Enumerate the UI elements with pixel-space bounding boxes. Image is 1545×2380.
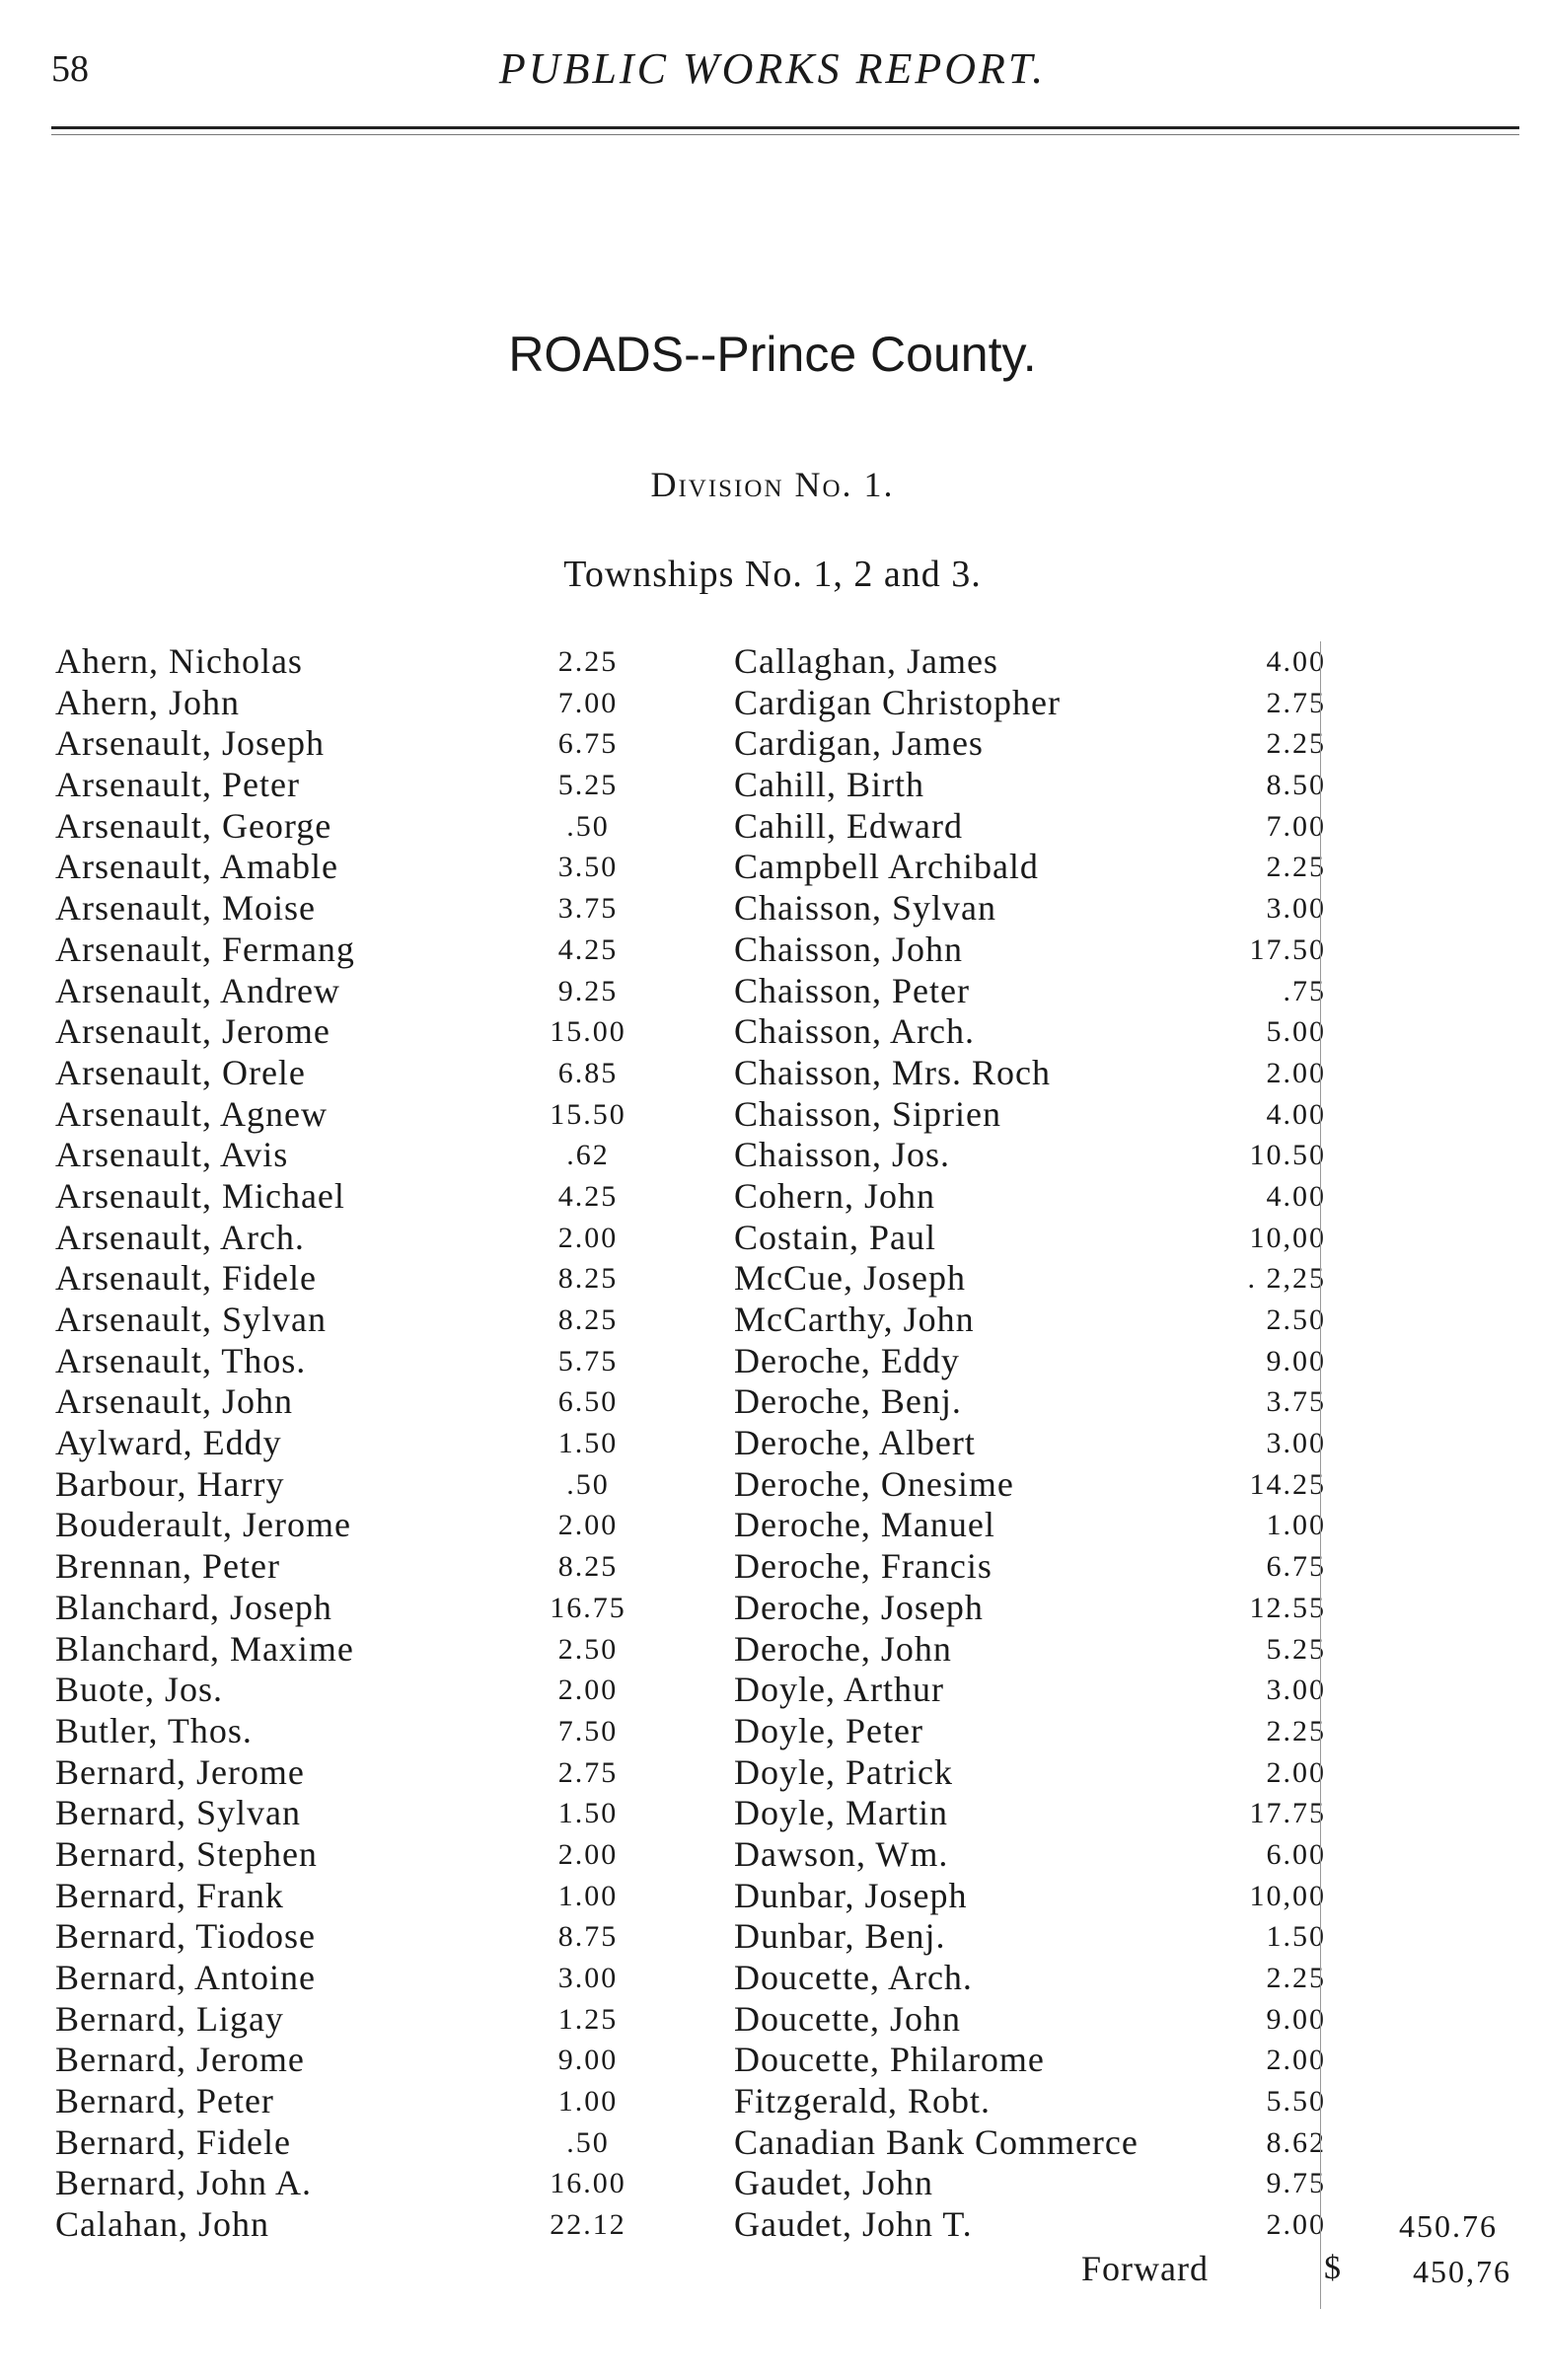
ledger-entry xyxy=(734,765,1326,806)
entry-amount: 7.50 xyxy=(557,1714,619,1748)
ledger-entry xyxy=(734,2163,1326,2204)
entry-name: Gaudet, John xyxy=(734,2163,933,2203)
ledger-entry xyxy=(55,1218,647,1259)
entry-name: Bernard, John A. xyxy=(55,2163,312,2203)
ledger-entry xyxy=(734,1629,1326,1671)
entry-name: Arsenault, Jerome xyxy=(55,1011,331,1052)
entry-amount: 8.62 xyxy=(1266,2125,1326,2159)
ledger-entry xyxy=(734,1300,1326,1341)
entry-amount: 6.85 xyxy=(557,1056,619,1089)
entry-amount: 7.00 xyxy=(557,686,619,719)
entry-name: Bernard, Ligay xyxy=(55,1998,284,2039)
entry-name: Dunbar, Benj. xyxy=(734,1916,946,1957)
ledger-entry xyxy=(55,1423,647,1464)
entry-name: Arsenault, Moise xyxy=(55,888,316,929)
entry-amount: 4.25 xyxy=(557,932,619,966)
entry-amount: 2.25 xyxy=(557,645,619,678)
entry-name: Arsenault, Arch. xyxy=(55,1217,305,1257)
ledger-entry xyxy=(55,888,647,930)
entry-amount: 2.00 xyxy=(557,1673,619,1707)
ledger-entry xyxy=(55,1999,647,2041)
entry-name: Doucette, Philarome xyxy=(734,2040,1045,2080)
ledger-entry xyxy=(734,683,1326,724)
entry-name: Deroche, Benj. xyxy=(734,1381,962,1422)
entry-name: Cardigan, James xyxy=(734,723,984,764)
ledger-entry xyxy=(55,1341,647,1382)
entry-name: Cahill, Birth xyxy=(734,765,924,805)
entry-name: Butler, Thos. xyxy=(55,1710,253,1750)
entry-name: Deroche, John xyxy=(734,1628,952,1669)
header-rule-thin xyxy=(51,134,1519,135)
entry-name: Callaghan, James xyxy=(734,641,998,681)
entry-amount: 15.50 xyxy=(550,1097,626,1131)
entry-amount: 2.75 xyxy=(557,1755,619,1789)
ledger-entry xyxy=(55,1670,647,1711)
ledger-entry xyxy=(734,2204,1326,2246)
entry-amount: 3.75 xyxy=(557,892,619,926)
entry-amount: 8.50 xyxy=(1266,769,1326,802)
ledger-entry xyxy=(55,1011,647,1053)
entry-name: Arsenault, Andrew xyxy=(55,970,340,1010)
entry-amount: 3.00 xyxy=(557,1962,619,1994)
ledger-entry xyxy=(55,1505,647,1546)
entry-amount: 3.50 xyxy=(557,851,619,884)
entry-amount: 5.25 xyxy=(557,769,619,802)
entry-name: Doucette, John xyxy=(734,1998,961,2039)
ledger-entry xyxy=(734,1341,1326,1382)
entry-amount: 6.75 xyxy=(1266,1550,1326,1584)
ledger-entry xyxy=(734,2122,1326,2164)
entry-name: Chaisson, Siprien xyxy=(734,1093,1002,1134)
ledger-entry xyxy=(734,1834,1326,1876)
ledger-entry xyxy=(55,1258,647,1300)
entry-name: Cahill, Edward xyxy=(734,805,963,846)
currency-symbol: $ xyxy=(1324,2250,1341,2286)
entry-name: Blanchard, Maxime xyxy=(55,1628,354,1669)
ledger-entry xyxy=(734,888,1326,930)
entry-amount: 2.00 xyxy=(557,1221,619,1254)
entry-amount: .50 xyxy=(566,2125,610,2159)
townships-heading: Townships No. 1, 2 and 3. xyxy=(563,554,982,595)
ledger-entry xyxy=(734,1011,1326,1053)
ledger-entry xyxy=(55,765,647,806)
ledger-entry xyxy=(55,1793,647,1834)
entry-amount: 5.50 xyxy=(1266,2085,1326,2119)
ledger-entry xyxy=(734,1176,1326,1218)
entry-name: Arsenault, Orele xyxy=(55,1052,306,1092)
entry-amount: 16.00 xyxy=(550,2167,626,2200)
ledger-entry xyxy=(734,1588,1326,1629)
ledger-entry xyxy=(55,2081,647,2122)
entry-name: Deroche, Francis xyxy=(734,1546,993,1587)
entry-amount: 2.00 xyxy=(557,1837,619,1871)
entry-name: Bernard, Sylvan xyxy=(55,1793,301,1833)
section-title: ROADS--Prince County. xyxy=(508,327,1037,382)
entry-amount: 16.75 xyxy=(550,1591,626,1624)
entry-amount: 12.55 xyxy=(1249,1591,1326,1624)
entry-name: Gaudet, John T. xyxy=(734,2204,973,2245)
ledger-entry xyxy=(734,1711,1326,1752)
entry-name: McCue, Joseph xyxy=(734,1258,966,1299)
ledger-entry xyxy=(734,1670,1326,1711)
entry-name: Chaisson, Mrs. Roch xyxy=(734,1052,1052,1092)
entry-amount: 2.00 xyxy=(1266,1755,1326,1789)
entry-amount: 1.00 xyxy=(557,2085,619,2119)
ledger-entry xyxy=(734,806,1326,848)
entry-amount: 8.25 xyxy=(557,1262,619,1296)
ledger-entry xyxy=(55,683,647,724)
ledger-entry xyxy=(55,1135,647,1176)
ledger-entry xyxy=(734,1999,1326,2041)
entry-amount: 2.25 xyxy=(1266,851,1326,884)
entry-amount: 9.25 xyxy=(557,974,619,1007)
entry-amount: 2.00 xyxy=(1266,2044,1326,2077)
entry-amount: 2.50 xyxy=(557,1632,619,1666)
entry-amount: 2.25 xyxy=(1266,727,1326,761)
entry-name: Arsenault, Thos. xyxy=(55,1340,307,1380)
left-column-list xyxy=(55,641,647,2246)
entry-amount: 2.00 xyxy=(1266,2208,1326,2242)
running-header: PUBLIC WORKS REPORT. xyxy=(498,44,1047,93)
entry-name: Chaisson, Jos. xyxy=(734,1135,951,1175)
entry-name: Bouderault, Jerome xyxy=(55,1505,351,1545)
ledger-entry xyxy=(55,1053,647,1094)
entry-amount: 3.00 xyxy=(1266,1427,1326,1460)
entry-name: Chaisson, John xyxy=(734,929,964,969)
entry-name: Bernard, Jerome xyxy=(55,1751,305,1792)
entry-name: Blanchard, Joseph xyxy=(55,1587,332,1627)
right-column-list xyxy=(734,641,1326,2246)
entry-name: Arsenault, Peter xyxy=(55,765,300,805)
forward-label: Forward xyxy=(1081,2249,1209,2288)
ledger-entry xyxy=(55,1916,647,1958)
entry-amount: 4.25 xyxy=(557,1179,619,1213)
ledger-entry xyxy=(734,1218,1326,1259)
ledger-entry xyxy=(734,2081,1326,2122)
ledger-entry xyxy=(55,1834,647,1876)
entry-name: Aylward, Eddy xyxy=(55,1423,282,1463)
entry-name: Bernard, Peter xyxy=(55,2081,274,2121)
entry-amount: 1.25 xyxy=(557,2002,619,2036)
entry-name: Doucette, Arch. xyxy=(734,1958,973,1997)
entry-amount: 9.75 xyxy=(1266,2167,1326,2200)
entry-name: Deroche, Albert xyxy=(734,1423,976,1463)
entry-amount: 22.12 xyxy=(550,2208,626,2242)
entry-name: Bernard, Antoine xyxy=(55,1958,316,1997)
ledger-entry xyxy=(734,971,1326,1012)
entry-amount: . 2,25 xyxy=(1247,1262,1326,1296)
entry-amount: 4.00 xyxy=(1266,645,1326,678)
ledger-entry xyxy=(55,971,647,1012)
entry-amount: .75 xyxy=(1283,974,1326,1007)
entry-name: Arsenault, Sylvan xyxy=(55,1300,327,1339)
entry-name: Arsenault, John xyxy=(55,1381,293,1422)
entry-amount: 6.75 xyxy=(557,727,619,761)
entry-amount: 1.50 xyxy=(557,1427,619,1460)
entry-name: Bernard, Tiodose xyxy=(55,1916,317,1957)
entry-amount: 10,00 xyxy=(1249,1221,1326,1254)
ledger-entry xyxy=(55,1752,647,1794)
entry-amount: .50 xyxy=(566,1467,610,1501)
ledger-entry xyxy=(734,723,1326,765)
ledger-entry xyxy=(734,1053,1326,1094)
ledger-entry xyxy=(55,1300,647,1341)
entry-amount: 5.75 xyxy=(557,1344,619,1377)
entry-name: Dawson, Wm. xyxy=(734,1833,949,1874)
entry-name: Arsenault, Fidele xyxy=(55,1258,317,1299)
entry-name: Costain, Paul xyxy=(734,1217,937,1257)
ledger-entry xyxy=(55,2040,647,2081)
entry-name: Barbour, Harry xyxy=(55,1463,285,1504)
entry-name: Chaisson, Peter xyxy=(734,970,970,1010)
ledger-entry xyxy=(55,1629,647,1671)
ledger-entry xyxy=(734,1876,1326,1917)
ledger-entry xyxy=(55,847,647,888)
ledger-entry xyxy=(734,1423,1326,1464)
entry-amount: 6.50 xyxy=(557,1385,619,1419)
entry-amount: 4.00 xyxy=(1266,1179,1326,1213)
entry-name: Bernard, Jerome xyxy=(55,2040,305,2080)
entry-name: Arsenault, Agnew xyxy=(55,1093,328,1134)
forward-amount: 450,76 xyxy=(1413,2254,1511,2289)
entry-name: Bernard, Stephen xyxy=(55,1833,318,1874)
ledger-entry xyxy=(55,1588,647,1629)
ledger-entry xyxy=(734,1916,1326,1958)
entry-name: Bernard, Frank xyxy=(55,1875,284,1915)
entry-name: Cohern, John xyxy=(734,1175,935,1216)
ledger-entry xyxy=(55,930,647,971)
ledger-entry xyxy=(55,641,647,683)
entry-name: Deroche, Onesime xyxy=(734,1463,1014,1504)
ledger-entry xyxy=(734,1505,1326,1546)
entry-amount: 2.25 xyxy=(1266,1962,1326,1994)
entry-amount: 9.00 xyxy=(557,2044,619,2077)
entry-amount: 8.25 xyxy=(557,1550,619,1584)
entry-name: Chaisson, Sylvan xyxy=(734,888,997,929)
ledger-entry xyxy=(734,1464,1326,1506)
entry-amount: 6.00 xyxy=(1266,1837,1326,1871)
entry-amount: 17.50 xyxy=(1249,932,1326,966)
ledger-entry xyxy=(55,2122,647,2164)
page-number: 58 xyxy=(51,48,89,90)
ledger-entry xyxy=(55,1546,647,1588)
ledger-entry xyxy=(55,1464,647,1506)
entry-name: Arsenault, Amable xyxy=(55,847,338,887)
entry-amount: 1.50 xyxy=(557,1797,619,1830)
ledger-entry xyxy=(55,1876,647,1917)
entry-amount: 3.00 xyxy=(1266,1673,1326,1707)
entry-name: Deroche, Manuel xyxy=(734,1505,995,1545)
entry-amount: 4.00 xyxy=(1266,1097,1326,1131)
ledger-entry xyxy=(734,1135,1326,1176)
entry-amount: 3.75 xyxy=(1266,1385,1326,1419)
ledger-entry xyxy=(55,1176,647,1218)
entry-name: Arsenault, George xyxy=(55,805,332,846)
entry-amount: .62 xyxy=(566,1139,610,1172)
entry-amount: 1.50 xyxy=(1266,1920,1326,1954)
ledger-entry xyxy=(55,1094,647,1136)
ledger-entry xyxy=(734,2040,1326,2081)
division-heading: Division No. 1. xyxy=(650,465,895,504)
entry-amount: 14.25 xyxy=(1249,1467,1326,1501)
ledger-entry xyxy=(734,1958,1326,1999)
entry-amount: 8.25 xyxy=(557,1303,619,1336)
entry-amount: 2.50 xyxy=(1266,1303,1326,1336)
entry-name: Arsenault, Avis xyxy=(55,1135,289,1175)
entry-name: Cardigan Christopher xyxy=(734,682,1061,722)
ledger-entry xyxy=(734,1258,1326,1300)
ledger-entry xyxy=(734,847,1326,888)
entry-name: Arsenault, Michael xyxy=(55,1175,345,1216)
ledger-entry xyxy=(55,723,647,765)
entry-amount: 2.25 xyxy=(1266,1714,1326,1748)
entry-amount: 1.00 xyxy=(1266,1509,1326,1542)
entry-name: Doyle, Arthur xyxy=(734,1670,944,1710)
entry-name: Fitzgerald, Robt. xyxy=(734,2081,991,2121)
entry-amount: 9.00 xyxy=(1266,1344,1326,1377)
ledger-entry xyxy=(55,806,647,848)
subtotal-amount: 450.76 xyxy=(1399,2208,1498,2244)
entry-amount: 10,00 xyxy=(1249,1879,1326,1912)
entry-amount: 17.75 xyxy=(1249,1797,1326,1830)
entry-name: Bernard, Fidele xyxy=(55,2121,291,2162)
entry-amount: 7.00 xyxy=(1266,809,1326,843)
entry-name: Buote, Jos. xyxy=(55,1670,224,1710)
entry-name: Chaisson, Arch. xyxy=(734,1011,975,1052)
entry-name: Arsenault, Joseph xyxy=(55,723,325,764)
ledger-entry xyxy=(734,1546,1326,1588)
ledger-entry xyxy=(55,1958,647,1999)
ledger-entry xyxy=(734,1381,1326,1423)
entry-name: Deroche, Eddy xyxy=(734,1340,960,1380)
ledger-entry xyxy=(734,930,1326,971)
ledger-entry xyxy=(734,1752,1326,1794)
entry-amount: 9.00 xyxy=(1266,2002,1326,2036)
entry-name: Doyle, Peter xyxy=(734,1710,923,1750)
entry-name: Dunbar, Joseph xyxy=(734,1875,968,1915)
entry-name: Campbell Archibald xyxy=(734,847,1039,887)
ledger-entry xyxy=(55,1381,647,1423)
entry-amount: 5.25 xyxy=(1266,1632,1326,1666)
entry-name: Deroche, Joseph xyxy=(734,1587,984,1627)
entry-amount: .50 xyxy=(566,809,610,843)
entry-amount: 15.00 xyxy=(550,1015,626,1049)
header-rule xyxy=(51,126,1519,129)
ledger-entry xyxy=(55,2204,647,2246)
entry-name: Calahan, John xyxy=(55,2204,269,2245)
ledger-entry xyxy=(734,1094,1326,1136)
entry-name: Arsenault, Fermang xyxy=(55,929,355,969)
entry-name: Ahern, John xyxy=(55,682,240,722)
entry-amount: 1.00 xyxy=(557,1879,619,1912)
ledger-entry xyxy=(55,2163,647,2204)
entry-name: Brennan, Peter xyxy=(55,1546,280,1587)
entry-amount: 2.75 xyxy=(1266,686,1326,719)
amount-column-rule xyxy=(1320,641,1321,2309)
entry-amount: 10.50 xyxy=(1249,1139,1326,1172)
entry-name: Canadian Bank Commerce xyxy=(734,2121,1139,2162)
entry-amount: 2.00 xyxy=(1266,1056,1326,1089)
ledger-entry xyxy=(734,1793,1326,1834)
entry-amount: 3.00 xyxy=(1266,892,1326,926)
ledger-entry xyxy=(734,641,1326,683)
entry-amount: 5.00 xyxy=(1266,1015,1326,1049)
entry-name: Ahern, Nicholas xyxy=(55,641,303,681)
entry-name: McCarthy, John xyxy=(734,1300,975,1339)
entry-amount: 2.00 xyxy=(557,1509,619,1542)
entry-name: Doyle, Patrick xyxy=(734,1751,953,1792)
entry-name: Doyle, Martin xyxy=(734,1793,948,1833)
entry-amount: 8.75 xyxy=(557,1920,619,1954)
ledger-entry xyxy=(55,1711,647,1752)
